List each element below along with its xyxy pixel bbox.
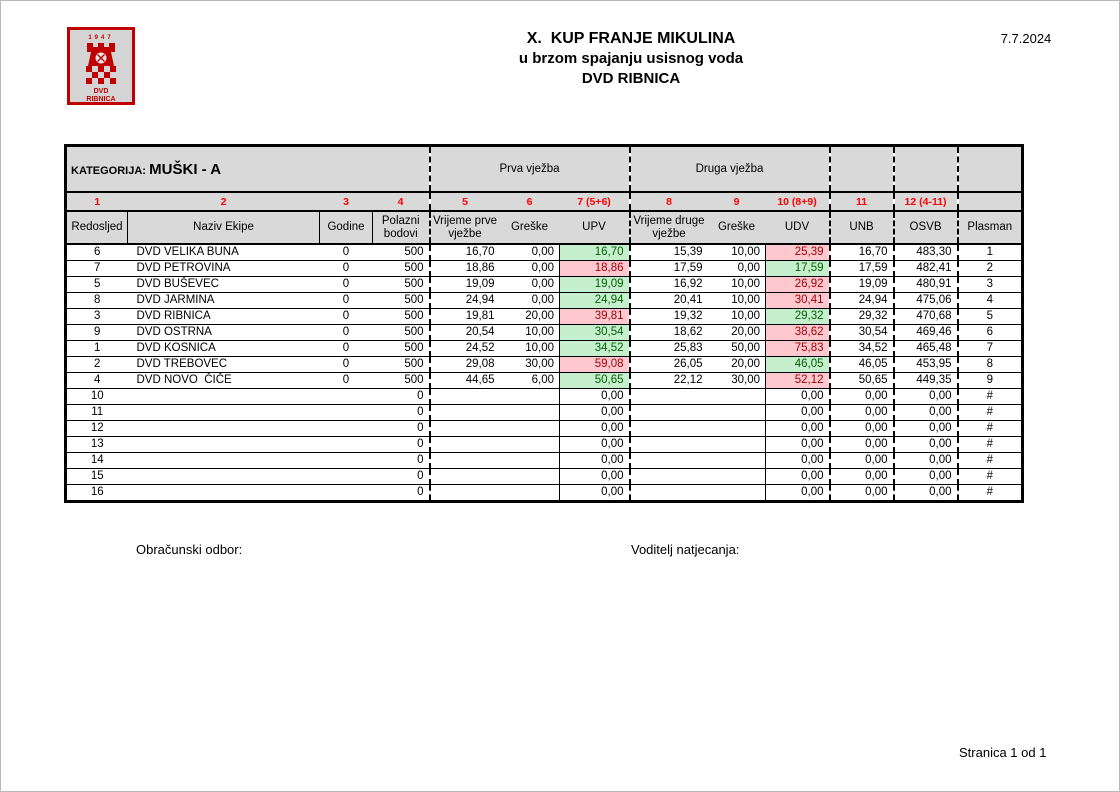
osvb-cell: 453,95 <box>894 357 958 373</box>
naziv-ekipe-cell: DVD TREBOVEC <box>128 357 320 373</box>
col-num-9: 9 <box>708 192 766 211</box>
plasman-cell: # <box>958 389 1023 405</box>
vrijeme-druge-cell <box>630 421 708 437</box>
udv-cell: 17,59 <box>766 261 830 277</box>
category-value: MUŠKI - A <box>149 160 222 178</box>
redosljed-cell: 9 <box>66 325 128 341</box>
naziv-ekipe-cell <box>128 437 320 453</box>
osvb-cell: 480,91 <box>894 277 958 293</box>
upv-cell: 0,00 <box>560 437 630 453</box>
upv-cell: 0,00 <box>560 405 630 421</box>
col-header-polazni-bodovi: Polazni bodovi <box>373 211 430 244</box>
plasman-cell: 8 <box>958 357 1023 373</box>
naziv-ekipe-cell <box>128 389 320 405</box>
vrijeme-druge-cell: 19,32 <box>630 309 708 325</box>
unb-cell: 24,94 <box>830 293 894 309</box>
page-number: Stranica 1 od 1 <box>959 745 1047 760</box>
upv-cell: 39,81 <box>560 309 630 325</box>
osvb-cell: 470,68 <box>894 309 958 325</box>
udv-cell: 26,92 <box>766 277 830 293</box>
osvb-cell: 0,00 <box>894 405 958 421</box>
greske-1-cell <box>500 469 560 485</box>
table-row <box>66 469 1023 485</box>
col-header-godine: Godine <box>320 211 373 244</box>
godine-cell: 0 <box>320 244 373 261</box>
unb-cell: 29,32 <box>830 309 894 325</box>
logo-org-line2: RIBNICA <box>86 96 116 103</box>
polazni-bodovi-cell: 0 <box>373 405 430 421</box>
greske-1-cell: 20,00 <box>500 309 560 325</box>
osvb-cell: 465,48 <box>894 341 958 357</box>
upv-cell: 0,00 <box>560 421 630 437</box>
vrijeme-druge-cell <box>630 437 708 453</box>
redosljed-cell: 11 <box>66 405 128 421</box>
col-header-upv: UPV <box>560 211 630 244</box>
upv-cell: 19,09 <box>560 277 630 293</box>
obracunski-odbor-label: Obračunski odbor: <box>136 542 243 557</box>
results-table <box>64 144 1024 503</box>
redosljed-cell: 13 <box>66 437 128 453</box>
upv-cell: 0,00 <box>560 469 630 485</box>
unb-cell: 17,59 <box>830 261 894 277</box>
godine-cell: 0 <box>320 293 373 309</box>
greske-1-cell <box>500 453 560 469</box>
logo-year-text: 1947 <box>88 35 114 41</box>
redosljed-cell: 15 <box>66 469 128 485</box>
plasman-cell: 5 <box>958 309 1023 325</box>
upv-cell: 50,65 <box>560 373 630 389</box>
col-num-2: 2 <box>128 192 320 211</box>
polazni-bodovi-cell: 0 <box>373 389 430 405</box>
vrijeme-druge-cell <box>630 469 708 485</box>
unb-cell: 16,70 <box>830 244 894 261</box>
naziv-ekipe-cell: DVD PETROVINA <box>128 261 320 277</box>
greske-2-cell <box>708 421 766 437</box>
plasman-cell: # <box>958 421 1023 437</box>
udv-cell: 0,00 <box>766 453 830 469</box>
col-header-vrijeme-druge: Vrijeme druge vježbe <box>630 211 708 244</box>
greske-1-cell <box>500 389 560 405</box>
godine-cell: 0 <box>320 261 373 277</box>
upv-cell: 18,86 <box>560 261 630 277</box>
group-header-empty-2 <box>894 146 958 193</box>
col-header-osvb: OSVB <box>894 211 958 244</box>
table-row <box>66 244 1023 261</box>
col-num-12: 12 (4-11) <box>894 192 958 211</box>
plasman-cell: 7 <box>958 341 1023 357</box>
col-header-naziv-ekipe: Naziv Ekipe <box>128 211 320 244</box>
vrijeme-prve-cell <box>430 453 500 469</box>
vrijeme-prve-cell: 20,54 <box>430 325 500 341</box>
table-row <box>66 405 1023 421</box>
greske-2-cell: 10,00 <box>708 277 766 293</box>
col-header-unb: UNB <box>830 211 894 244</box>
vrijeme-druge-cell: 25,83 <box>630 341 708 357</box>
udv-cell: 52,12 <box>766 373 830 389</box>
greske-1-cell <box>500 421 560 437</box>
polazni-bodovi-cell: 0 <box>373 421 430 437</box>
plasman-cell: 9 <box>958 373 1023 389</box>
voditelj-natjecanja-label: Voditelj natjecanja: <box>631 542 740 557</box>
vrijeme-druge-cell: 15,39 <box>630 244 708 261</box>
title-line-1: X. KUP FRANJE MIKULINA <box>526 30 736 47</box>
title-line-3: DVD RIBNICA <box>581 70 681 87</box>
osvb-cell: 0,00 <box>894 421 958 437</box>
polazni-bodovi-cell: 500 <box>373 309 430 325</box>
naziv-ekipe-cell: DVD VELIKA BUNA <box>128 244 320 261</box>
osvb-cell: 449,35 <box>894 373 958 389</box>
plasman-cell: # <box>958 453 1023 469</box>
greske-2-cell <box>708 405 766 421</box>
table-row <box>66 453 1023 469</box>
greske-2-cell: 10,00 <box>708 309 766 325</box>
vrijeme-druge-cell: 26,05 <box>630 357 708 373</box>
group-header-empty-1 <box>830 146 894 193</box>
table-row <box>66 373 1023 389</box>
unb-cell: 46,05 <box>830 357 894 373</box>
vrijeme-druge-cell <box>630 485 708 502</box>
naziv-ekipe-cell: DVD OSTRNA <box>128 325 320 341</box>
plasman-cell: 2 <box>958 261 1023 277</box>
naziv-ekipe-cell: DVD NOVO ČIČE <box>128 373 320 389</box>
greske-1-cell <box>500 485 560 502</box>
title-line-2: u brzom spajanju usisnog voda <box>518 50 744 67</box>
upv-cell: 59,08 <box>560 357 630 373</box>
polazni-bodovi-cell: 500 <box>373 293 430 309</box>
club-logo <box>67 27 135 105</box>
vrijeme-prve-cell: 44,65 <box>430 373 500 389</box>
group-header-druga-vjezba: Druga vježba <box>630 146 830 193</box>
table-row <box>66 293 1023 309</box>
vrijeme-druge-cell: 16,92 <box>630 277 708 293</box>
vrijeme-prve-cell: 19,09 <box>430 277 500 293</box>
vrijeme-druge-cell <box>630 389 708 405</box>
vrijeme-prve-cell <box>430 485 500 502</box>
table-row <box>66 309 1023 325</box>
osvb-cell: 0,00 <box>894 453 958 469</box>
naziv-ekipe-cell <box>128 469 320 485</box>
col-num-7: 7 (5+6) <box>560 192 630 211</box>
vrijeme-druge-cell: 20,41 <box>630 293 708 309</box>
unb-cell: 0,00 <box>830 485 894 502</box>
club-logo-graphic <box>67 27 135 105</box>
udv-cell: 0,00 <box>766 469 830 485</box>
table-row <box>66 437 1023 453</box>
table-row <box>66 341 1023 357</box>
udv-cell: 0,00 <box>766 421 830 437</box>
godine-cell <box>320 453 373 469</box>
upv-cell: 34,52 <box>560 341 630 357</box>
vrijeme-prve-cell: 18,86 <box>430 261 500 277</box>
polazni-bodovi-cell: 0 <box>373 469 430 485</box>
redosljed-cell: 7 <box>66 261 128 277</box>
osvb-cell: 475,06 <box>894 293 958 309</box>
table-row <box>66 325 1023 341</box>
greske-1-cell: 0,00 <box>500 293 560 309</box>
plasman-cell: 1 <box>958 244 1023 261</box>
polazni-bodovi-cell: 0 <box>373 453 430 469</box>
godine-cell <box>320 485 373 502</box>
col-header-redosljed: Redosljed <box>66 211 128 244</box>
col-header-greske-1: Greške <box>500 211 560 244</box>
redosljed-cell: 8 <box>66 293 128 309</box>
greske-2-cell: 50,00 <box>708 341 766 357</box>
table-row <box>66 421 1023 437</box>
col-num-11: 11 <box>830 192 894 211</box>
vrijeme-prve-cell: 24,94 <box>430 293 500 309</box>
naziv-ekipe-cell <box>128 453 320 469</box>
greske-1-cell: 0,00 <box>500 244 560 261</box>
greske-2-cell <box>708 469 766 485</box>
naziv-ekipe-cell: DVD JARMINA <box>128 293 320 309</box>
greske-1-cell: 6,00 <box>500 373 560 389</box>
redosljed-cell: 4 <box>66 373 128 389</box>
redosljed-cell: 2 <box>66 357 128 373</box>
osvb-cell: 0,00 <box>894 485 958 502</box>
col-num-5: 5 <box>430 192 500 211</box>
greske-1-cell <box>500 405 560 421</box>
table-row <box>66 277 1023 293</box>
polazni-bodovi-cell: 0 <box>373 485 430 502</box>
results-table-head <box>66 146 1023 245</box>
table-row <box>66 389 1023 405</box>
redosljed-cell: 3 <box>66 309 128 325</box>
col-header-greske-2: Greške <box>708 211 766 244</box>
unb-cell: 0,00 <box>830 437 894 453</box>
unb-cell: 0,00 <box>830 421 894 437</box>
upv-cell: 0,00 <box>560 485 630 502</box>
greske-2-cell <box>708 453 766 469</box>
udv-cell: 0,00 <box>766 405 830 421</box>
greske-1-cell: 10,00 <box>500 341 560 357</box>
upv-cell: 0,00 <box>560 453 630 469</box>
redosljed-cell: 12 <box>66 421 128 437</box>
polazni-bodovi-cell: 500 <box>373 261 430 277</box>
document-date: 7.7.2024 <box>1000 31 1052 46</box>
unb-cell: 19,09 <box>830 277 894 293</box>
column-number-row <box>66 192 1023 211</box>
col-num-8: 8 <box>630 192 708 211</box>
greske-1-cell: 10,00 <box>500 325 560 341</box>
group-header-empty-3 <box>958 146 1023 193</box>
upv-cell: 24,94 <box>560 293 630 309</box>
greske-1-cell: 30,00 <box>500 357 560 373</box>
polazni-bodovi-cell: 0 <box>373 437 430 453</box>
col-num-13 <box>958 192 1023 211</box>
col-header-plasman: Plasman <box>958 211 1023 244</box>
vrijeme-prve-cell: 16,70 <box>430 244 500 261</box>
category-label: KATEGORIJA: <box>71 164 146 177</box>
godine-cell: 0 <box>320 309 373 325</box>
polazni-bodovi-cell: 500 <box>373 244 430 261</box>
redosljed-cell: 10 <box>66 389 128 405</box>
table-row <box>66 485 1023 502</box>
vrijeme-prve-cell <box>430 437 500 453</box>
godine-cell <box>320 469 373 485</box>
vrijeme-prve-cell <box>430 389 500 405</box>
category-cell <box>66 146 430 193</box>
godine-cell <box>320 389 373 405</box>
unb-cell: 0,00 <box>830 389 894 405</box>
greske-2-cell: 0,00 <box>708 261 766 277</box>
greske-2-cell <box>708 485 766 502</box>
unb-cell: 30,54 <box>830 325 894 341</box>
plasman-cell: 6 <box>958 325 1023 341</box>
osvb-cell: 482,41 <box>894 261 958 277</box>
category-row <box>66 146 1023 193</box>
logo-org-line1: DVD <box>93 88 109 95</box>
udv-cell: 0,00 <box>766 389 830 405</box>
naziv-ekipe-cell: DVD KOSNICA <box>128 341 320 357</box>
col-num-10: 10 (8+9) <box>766 192 830 211</box>
udv-cell: 38,62 <box>766 325 830 341</box>
naziv-ekipe-cell <box>128 405 320 421</box>
results-table-container <box>64 144 1024 503</box>
redosljed-cell: 1 <box>66 341 128 357</box>
col-num-4: 4 <box>373 192 430 211</box>
greske-1-cell <box>500 437 560 453</box>
plasman-cell: # <box>958 405 1023 421</box>
godine-cell: 0 <box>320 341 373 357</box>
col-num-1: 1 <box>66 192 128 211</box>
upv-cell: 16,70 <box>560 244 630 261</box>
polazni-bodovi-cell: 500 <box>373 373 430 389</box>
godine-cell <box>320 437 373 453</box>
osvb-cell: 469,46 <box>894 325 958 341</box>
godine-cell <box>320 421 373 437</box>
document-title-block <box>281 28 981 89</box>
udv-cell: 46,05 <box>766 357 830 373</box>
vrijeme-prve-cell: 24,52 <box>430 341 500 357</box>
godine-cell: 0 <box>320 357 373 373</box>
greske-2-cell: 20,00 <box>708 357 766 373</box>
unb-cell: 0,00 <box>830 469 894 485</box>
redosljed-cell: 6 <box>66 244 128 261</box>
naziv-ekipe-cell: DVD BUŠEVEC <box>128 277 320 293</box>
greske-2-cell <box>708 389 766 405</box>
plasman-cell: 4 <box>958 293 1023 309</box>
greske-2-cell: 10,00 <box>708 293 766 309</box>
col-num-3: 3 <box>320 192 373 211</box>
vrijeme-druge-cell: 17,59 <box>630 261 708 277</box>
unb-cell: 34,52 <box>830 341 894 357</box>
redosljed-cell: 14 <box>66 453 128 469</box>
unb-cell: 50,65 <box>830 373 894 389</box>
polazni-bodovi-cell: 500 <box>373 325 430 341</box>
unb-cell: 0,00 <box>830 405 894 421</box>
polazni-bodovi-cell: 500 <box>373 357 430 373</box>
col-num-6: 6 <box>500 192 560 211</box>
upv-cell: 0,00 <box>560 389 630 405</box>
polazni-bodovi-cell: 500 <box>373 277 430 293</box>
table-row <box>66 261 1023 277</box>
redosljed-cell: 5 <box>66 277 128 293</box>
godine-cell: 0 <box>320 277 373 293</box>
osvb-cell: 483,30 <box>894 244 958 261</box>
results-tbody <box>66 244 1023 502</box>
plasman-cell: # <box>958 485 1023 502</box>
vrijeme-druge-cell: 18,62 <box>630 325 708 341</box>
vrijeme-prve-cell: 29,08 <box>430 357 500 373</box>
plasman-cell: # <box>958 437 1023 453</box>
greske-2-cell: 20,00 <box>708 325 766 341</box>
udv-cell: 30,41 <box>766 293 830 309</box>
udv-cell: 25,39 <box>766 244 830 261</box>
osvb-cell: 0,00 <box>894 437 958 453</box>
vrijeme-druge-cell <box>630 405 708 421</box>
col-header-vrijeme-prve: Vrijeme prve vježbe <box>430 211 500 244</box>
column-header-row <box>66 211 1023 244</box>
redosljed-cell: 16 <box>66 485 128 502</box>
osvb-cell: 0,00 <box>894 389 958 405</box>
vrijeme-druge-cell: 22,12 <box>630 373 708 389</box>
vrijeme-prve-cell <box>430 405 500 421</box>
polazni-bodovi-cell: 500 <box>373 341 430 357</box>
plasman-cell: # <box>958 469 1023 485</box>
udv-cell: 0,00 <box>766 485 830 502</box>
naziv-ekipe-cell: DVD RIBNICA <box>128 309 320 325</box>
table-row <box>66 357 1023 373</box>
greske-2-cell <box>708 437 766 453</box>
osvb-cell: 0,00 <box>894 469 958 485</box>
group-header-prva-vjezba: Prva vježba <box>430 146 630 193</box>
godine-cell: 0 <box>320 373 373 389</box>
naziv-ekipe-cell <box>128 485 320 502</box>
godine-cell <box>320 405 373 421</box>
greske-2-cell: 30,00 <box>708 373 766 389</box>
col-header-udv: UDV <box>766 211 830 244</box>
greske-1-cell: 0,00 <box>500 261 560 277</box>
upv-cell: 30,54 <box>560 325 630 341</box>
vrijeme-druge-cell <box>630 453 708 469</box>
vrijeme-prve-cell <box>430 469 500 485</box>
plasman-cell: 3 <box>958 277 1023 293</box>
vrijeme-prve-cell <box>430 421 500 437</box>
naziv-ekipe-cell <box>128 421 320 437</box>
greske-1-cell: 0,00 <box>500 277 560 293</box>
unb-cell: 0,00 <box>830 453 894 469</box>
udv-cell: 0,00 <box>766 437 830 453</box>
udv-cell: 29,32 <box>766 309 830 325</box>
vrijeme-prve-cell: 19,81 <box>430 309 500 325</box>
udv-cell: 75,83 <box>766 341 830 357</box>
greske-2-cell: 10,00 <box>708 244 766 261</box>
godine-cell: 0 <box>320 325 373 341</box>
